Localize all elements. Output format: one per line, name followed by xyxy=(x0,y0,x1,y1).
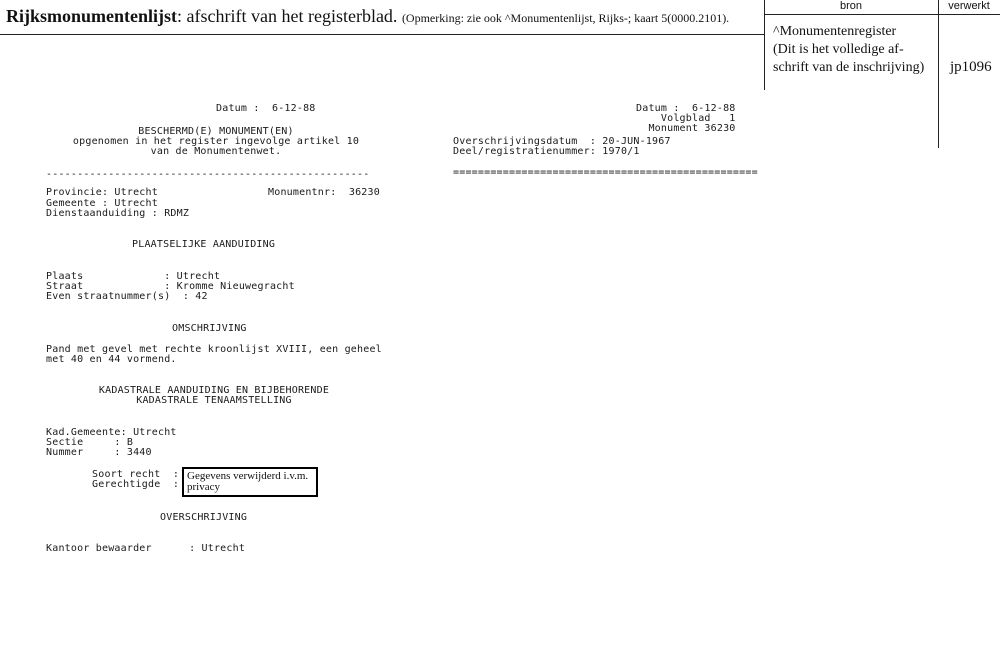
column-header-verwerkt: verwerkt xyxy=(948,0,990,12)
plaatselijk-details: Plaats : Utrecht Straat : Kromme Nieuwegracht Even straatnummer(s) : 42 xyxy=(46,271,295,302)
kadastraal-title: KADASTRALE AANDUIDING EN BIJBEHORENDE KADASTRALE TENAAMSTELLING xyxy=(98,385,330,406)
provincie: Provincie: Utrecht xyxy=(46,187,158,198)
left-datum: Datum : 6-12-88 xyxy=(216,103,316,114)
column-header-bron: bron xyxy=(839,0,863,12)
verwerkt-value: jp1096 xyxy=(950,59,992,75)
column-divider xyxy=(938,0,939,148)
header-rule xyxy=(764,14,1000,15)
title-note: (Opmerking: zie ook ^Monumentenlijst, Rijks-; kaart 5(0000.2101). xyxy=(401,11,730,25)
title-rest: : afschrift van het registerblad. xyxy=(177,6,398,26)
right-datum-block: Datum : 6-12-88 Volgblad 1 Monument 36230 xyxy=(636,103,736,134)
title-bold: Rijksmonumentenlijst xyxy=(6,6,178,26)
plaatselijk-title: PLAATSELIJKE AANDUIDING xyxy=(132,239,276,250)
left-rule: ---------------------------------------------------- xyxy=(46,169,370,180)
recht-labels: Soort recht : Gerechtigde : xyxy=(92,469,180,490)
title-rule xyxy=(0,34,764,35)
bron-value: ^Monumentenregister (Dit is het volledige af- schrift van de inschrijving) xyxy=(773,24,925,75)
omschrijving-text: Pand met gevel met rechte kroonlijst XVIII, een geheel met 40 en 44 vormend. xyxy=(46,344,382,365)
document-title xyxy=(6,6,729,27)
monument-heading: BESCHERMD(E) MONUMENT(EN) opgenomen in het register ingevolge artikel 10 van de Monumentenwet. xyxy=(72,126,360,157)
omschrijving-title: OMSCHRIJVING xyxy=(172,323,247,334)
monumentnr: Monumentnr: 36230 xyxy=(268,187,380,198)
overschrijving-details: Overschrijvingsdatum : 20-JUN-1967 Deel/registratienummer: 1970/1 xyxy=(453,136,671,157)
overschrijving-title: OVERSCHRIJVING xyxy=(160,512,248,523)
privacy-box: Gegevens verwijderd i.v.m. privacy xyxy=(182,467,318,497)
kantoor-bewaarder: Kantoor bewaarder : Utrecht xyxy=(46,543,246,554)
kadastraal-details: Kad.Gemeente: Utrecht Sectie : B Nummer : 3440 xyxy=(46,427,177,458)
gemeente-dienst: Gemeente : Utrecht Dienstaanduiding : RDMZ xyxy=(46,198,190,219)
right-rule: ================================================= xyxy=(453,167,758,178)
